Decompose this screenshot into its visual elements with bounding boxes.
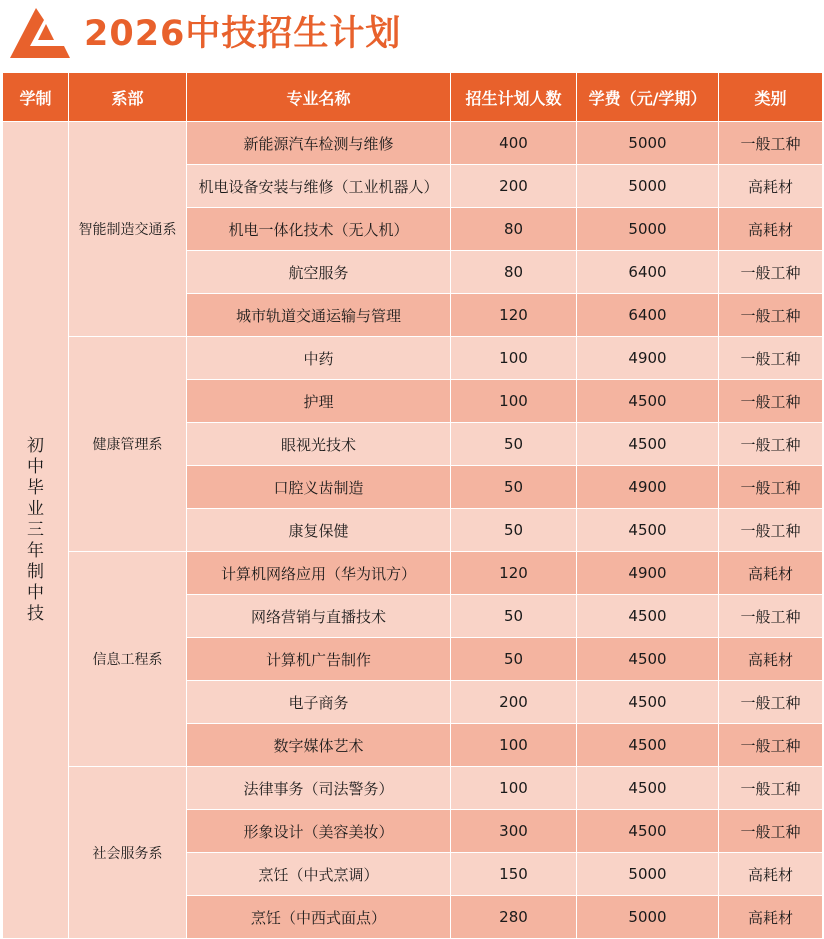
type-cell: 一般工种 (719, 509, 823, 552)
fee-cell: 6400 (577, 294, 719, 337)
header-major: 专业名称 (187, 73, 451, 122)
table-row (3, 552, 823, 595)
type-cell: 高耗材 (719, 165, 823, 208)
count-cell: 120 (451, 552, 577, 595)
major-cell: 口腔义齿制造 (187, 466, 451, 509)
fee-cell: 4500 (577, 509, 719, 552)
major-cell: 烹饪（中式烹调） (187, 853, 451, 896)
major-cell: 计算机广告制作 (187, 638, 451, 681)
fee-cell: 6400 (577, 251, 719, 294)
type-cell: 一般工种 (719, 423, 823, 466)
department-cell: 信息工程系 (69, 552, 187, 767)
count-cell: 300 (451, 810, 577, 853)
count-cell: 50 (451, 595, 577, 638)
fee-cell: 4500 (577, 380, 719, 423)
header-fee: 学费（元/学期） (577, 73, 719, 122)
count-cell: 150 (451, 853, 577, 896)
type-cell: 高耗材 (719, 208, 823, 251)
count-cell: 80 (451, 208, 577, 251)
department-cell: 社会服务系 (69, 767, 187, 939)
header-department: 系部 (69, 73, 187, 122)
type-cell: 一般工种 (719, 681, 823, 724)
type-cell: 一般工种 (719, 251, 823, 294)
major-cell: 计算机网络应用（华为讯方） (187, 552, 451, 595)
type-cell: 一般工种 (719, 122, 823, 165)
type-cell: 一般工种 (719, 767, 823, 810)
count-cell: 100 (451, 767, 577, 810)
fee-cell: 4900 (577, 552, 719, 595)
count-cell: 50 (451, 466, 577, 509)
fee-cell: 5000 (577, 165, 719, 208)
count-cell: 80 (451, 251, 577, 294)
count-cell: 400 (451, 122, 577, 165)
table-row (3, 767, 823, 810)
xuezhi-label: 初中毕业三年制中技 (27, 435, 44, 624)
fee-cell: 4500 (577, 724, 719, 767)
header-xuezhi: 学制 (3, 73, 69, 122)
type-cell: 一般工种 (719, 724, 823, 767)
count-cell: 200 (451, 165, 577, 208)
major-cell: 眼视光技术 (187, 423, 451, 466)
department-cell: 智能制造交通系 (69, 122, 187, 337)
major-cell: 法律事务（司法警务） (187, 767, 451, 810)
major-cell: 数字媒体艺术 (187, 724, 451, 767)
fee-cell: 4500 (577, 638, 719, 681)
type-cell: 高耗材 (719, 552, 823, 595)
major-cell: 网络营销与直播技术 (187, 595, 451, 638)
type-cell: 一般工种 (719, 595, 823, 638)
major-cell: 城市轨道交通运输与管理 (187, 294, 451, 337)
type-cell: 一般工种 (719, 810, 823, 853)
type-cell: 高耗材 (719, 853, 823, 896)
major-cell: 康复保健 (187, 509, 451, 552)
header-type: 类别 (719, 73, 823, 122)
major-cell: 护理 (187, 380, 451, 423)
fee-cell: 4500 (577, 681, 719, 724)
fee-cell: 5000 (577, 896, 719, 939)
type-cell: 高耗材 (719, 896, 823, 939)
enrollment-table (2, 72, 823, 939)
title-bar (0, 0, 824, 68)
type-cell: 一般工种 (719, 294, 823, 337)
fee-cell: 4500 (577, 423, 719, 466)
count-cell: 280 (451, 896, 577, 939)
major-cell: 中药 (187, 337, 451, 380)
table-body (3, 122, 823, 939)
type-cell: 高耗材 (719, 638, 823, 681)
major-cell: 机电设备安装与维修（工业机器人） (187, 165, 451, 208)
fee-cell: 4900 (577, 466, 719, 509)
count-cell: 100 (451, 724, 577, 767)
xuezhi-cell (3, 122, 69, 939)
department-cell: 健康管理系 (69, 337, 187, 552)
count-cell: 50 (451, 509, 577, 552)
count-cell: 100 (451, 337, 577, 380)
fee-cell: 5000 (577, 208, 719, 251)
major-cell: 电子商务 (187, 681, 451, 724)
count-cell: 50 (451, 423, 577, 466)
count-cell: 100 (451, 380, 577, 423)
type-cell: 一般工种 (719, 337, 823, 380)
major-cell: 形象设计（美容美妆） (187, 810, 451, 853)
page-title: 2026中技招生计划 (84, 14, 402, 54)
type-cell: 一般工种 (719, 466, 823, 509)
fee-cell: 5000 (577, 853, 719, 896)
triangle-logo-icon (6, 6, 74, 62)
major-cell: 航空服务 (187, 251, 451, 294)
fee-cell: 4500 (577, 767, 719, 810)
fee-cell: 4500 (577, 810, 719, 853)
fee-cell: 4900 (577, 337, 719, 380)
type-cell: 一般工种 (719, 380, 823, 423)
table-row (3, 122, 823, 165)
fee-cell: 4500 (577, 595, 719, 638)
count-cell: 120 (451, 294, 577, 337)
header-count: 招生计划人数 (451, 73, 577, 122)
count-cell: 50 (451, 638, 577, 681)
fee-cell: 5000 (577, 122, 719, 165)
major-cell: 机电一体化技术（无人机） (187, 208, 451, 251)
major-cell: 烹饪（中西式面点） (187, 896, 451, 939)
major-cell: 新能源汽车检测与维修 (187, 122, 451, 165)
table-header-row (3, 73, 823, 122)
table-row (3, 337, 823, 380)
count-cell: 200 (451, 681, 577, 724)
